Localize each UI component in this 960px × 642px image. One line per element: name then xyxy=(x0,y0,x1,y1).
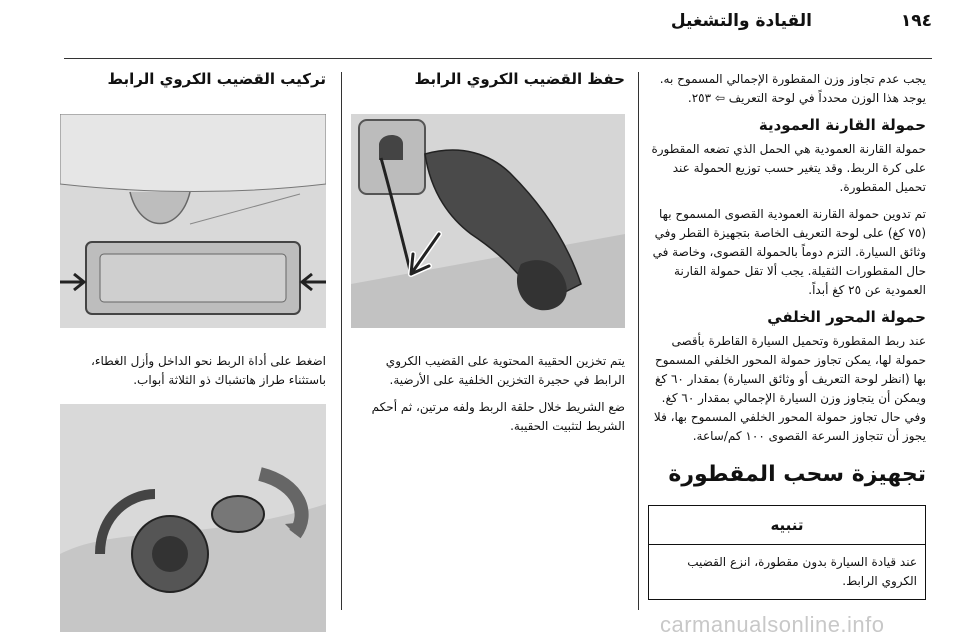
page-header xyxy=(64,0,932,44)
notice-body: عند قيادة السيارة بدون مقطورة، انزع القضيب الكروي الرابط. xyxy=(687,555,917,588)
installation-heading: تركيب القضيب الكروي الرابط xyxy=(107,70,326,88)
vertical-load-paragraph-1: حمولة القارنة العمودية هي الحمل الذي تضعه المقطورة على كرة الربط. وقد يتغير حسب توزيع الحمولة عند تحميل المقطورة. xyxy=(651,142,926,194)
vertical-load-paragraph-2: تم تدوين حمولة القارنة العمودية القصوى المسموح بها (٧٥ كغ) على لوحة التعريف الخاصة بتجهيزة القطر وفي وثائق السيارة. التزم دوماً بالحمولة القصوى، وخاصة في حال المقطورات الثقيلة. يجب ألا تقل حمولة القارنة العمودية عن ٢٥ كغ أبداً. xyxy=(652,207,926,297)
rear-axle-heading: حمولة المحور الخلفي xyxy=(767,308,926,326)
column-divider-right xyxy=(638,72,639,610)
rear-axle-paragraph: عند ربط المقطورة وتحميل السيارة القاطرة بأقصى حمولة لها، يمكن تجاوز حمولة المحور الخلفي المسموح بها (انظر لوحة التعريف أو وثائق السيارة) بمقدار ٦٠ كغ ويمكن أن يتجاوز وزن السيارة الإجمالي بمقدار ٦٠ كغ. وفي حال تجاوز حمولة المحور الخلفي المسموح بها، فلا يجوز أن تتجاوز السرعة القصوى ١٠٠ كم/ساعة. xyxy=(653,334,926,443)
storage-heading: حفظ القضيب الكروي الرابط xyxy=(414,70,625,88)
left-column xyxy=(60,70,326,632)
chapter-title: القيادة والتشغيل xyxy=(670,11,812,31)
installation-paragraph-1: اضغط على أداة الربط نحو الداخل وأزل الغطاء، باستثناء طراز هاتشباك ذو الثلاثة أبواب. xyxy=(90,354,326,387)
storage-bag-illustration xyxy=(351,114,625,328)
column-divider-left xyxy=(341,72,342,610)
right-column xyxy=(648,70,926,600)
intro-paragraph: يجب عدم تجاوز وزن المقطورة الإجمالي المسموح به. يوجد هذا الوزن محدداً في لوحة التعريف ⇦ ٢٥٣. xyxy=(659,72,926,105)
middle-column xyxy=(351,70,625,444)
bumper-cover-illustration xyxy=(60,114,326,328)
watermark: carmanualsonline.info xyxy=(660,612,885,637)
notice-box xyxy=(648,505,926,600)
notice-title: تنبيه xyxy=(649,506,925,545)
ball-socket-illustration xyxy=(60,404,326,632)
section-title: تجهيزة سحب المقطورة xyxy=(668,462,926,487)
vertical-load-heading: حمولة القارنة العمودية xyxy=(758,116,926,134)
header-rule xyxy=(64,58,932,59)
page-number: ١٩٤ xyxy=(900,11,932,31)
storage-paragraph-1: يتم تخزين الحقيبة المحتوية على القضيب الكروي الرابط في حجيرة التخزين الخلفية على الأرضية. xyxy=(385,354,625,387)
storage-paragraph-2: ضع الشريط خلال حلقة الربط ولفه مرتين، ثم أحكم الشريط لتثبيت الحقيبة. xyxy=(371,400,625,433)
